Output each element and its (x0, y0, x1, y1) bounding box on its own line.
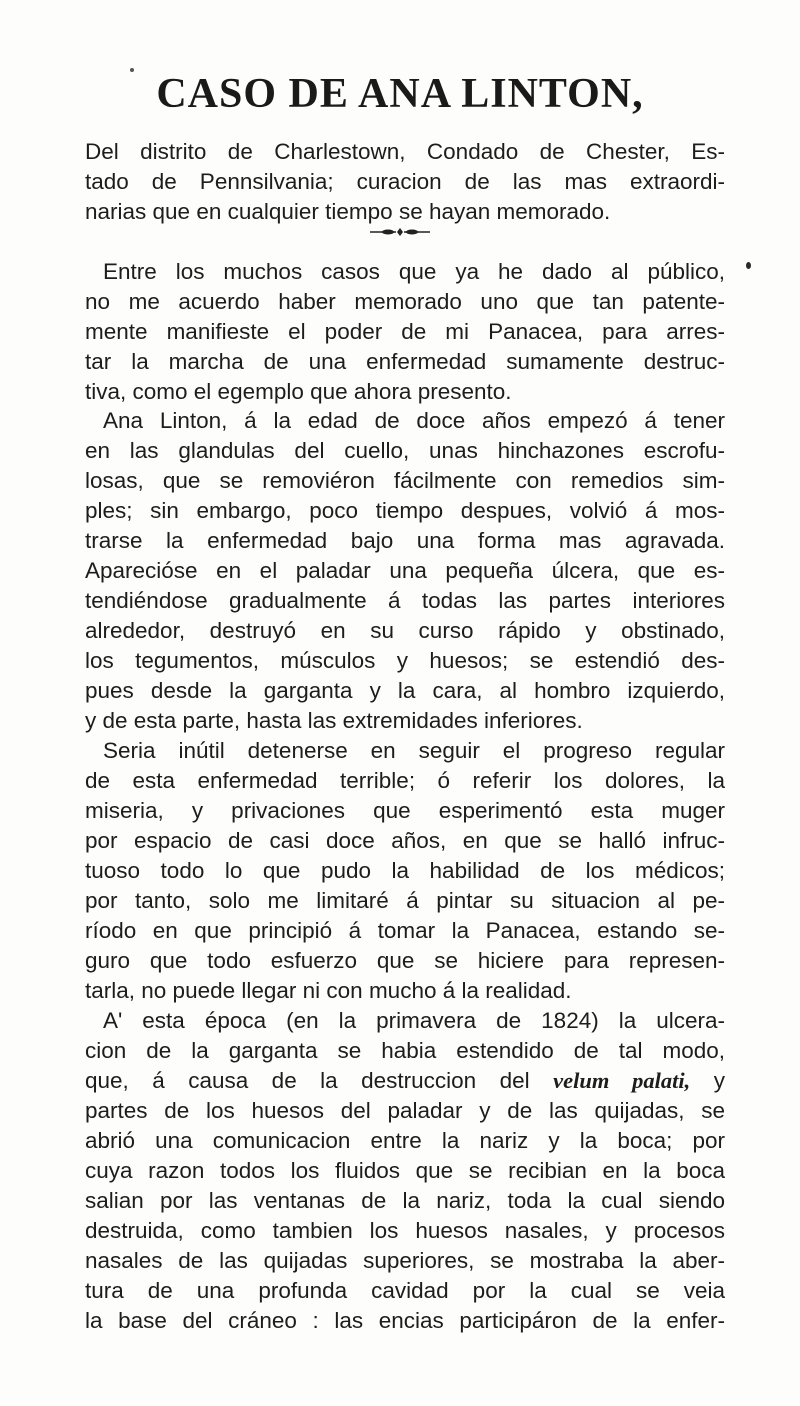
body-line: guro que todo esfuerzo que se hiciere para represen- (85, 948, 725, 973)
body-line: tendiéndose gradualmente á todas las partes interiores (85, 588, 725, 613)
body-line: cion de la garganta se habia estendido de tal modo, (85, 1038, 725, 1063)
body-line: pues desde la garganta y la cara, al hombro izquierdo, (85, 678, 725, 703)
body-line: tiva, como el egemplo que ahora presento. (85, 379, 512, 404)
body-line: de esta enfermedad terrible; ó referir los dolores, la (85, 768, 725, 793)
body-line: partes de los huesos del paladar y de las quijadas, se (85, 1098, 725, 1123)
body-line: salian por las ventanas de la nariz, toda la cual siendo (85, 1188, 725, 1213)
document-title: CASO DE ANA LINTON, (156, 71, 644, 117)
body-line: ples; sin embargo, poco tiempo despues, volvió á mos- (85, 498, 725, 523)
scan-speck (746, 262, 751, 269)
body-line: nasales de las quijadas superiores, se mostraba la aber- (85, 1248, 725, 1273)
body-line: la base del cráneo : las encias participáron de la enfer- (85, 1308, 725, 1333)
subtitle-line: Del distrito de Charlestown, Condado de Chester, Es- (85, 139, 725, 164)
body-line: destruida, como tambien los huesos nasales, y procesos (85, 1218, 725, 1243)
body-line: por espacio de casi doce años, en que se halló infruc- (85, 828, 725, 853)
body-line: Seria inútil detenerse en seguir el progreso regular (103, 738, 725, 763)
body-line: tar la marcha de una enfermedad sumamente destruc- (85, 349, 725, 374)
body-line: ríodo en que principió á tomar la Panacea, estando se- (85, 918, 725, 943)
body-text-fragment: que, á causa de la destruccion del (85, 1068, 530, 1093)
body-line: cuya razon todos los fluidos que se recibian en la boca (85, 1158, 725, 1183)
body-line: tuoso todo lo que pudo la habilidad de los médicos; (85, 858, 725, 883)
body-line: no me acuerdo haber memorado uno que tan patente- (85, 289, 725, 314)
body-line: tura de una profunda cavidad por la cual se veia (85, 1278, 725, 1303)
body-line: Entre los muchos casos que ya he dado al público, (103, 259, 725, 284)
body-text-fragment: y (713, 1068, 725, 1093)
body-line: y de esta parte, hasta las extremidades inferiores. (85, 708, 583, 733)
divider-ornament (370, 227, 430, 237)
body-line: en las glandulas del cuello, unas hinchazones escrofu- (85, 438, 725, 463)
body-line-with-italic (85, 1067, 725, 1095)
body-line: por tanto, solo me limitaré á pintar su situacion al pe- (85, 888, 725, 913)
body-line: Ana Linton, á la edad de doce años empezó á tener (103, 408, 725, 433)
latin-term: velum palati, (553, 1068, 691, 1093)
subtitle-line: tado de Pennsilvania; curacion de las mas extraordi- (85, 169, 725, 194)
body-line: Aparecióse en el paladar una pequeña úlcera, que es- (85, 558, 725, 583)
body-line: tarla, no puede llegar ni con mucho á la realidad. (85, 978, 572, 1003)
body-line: trarse la enfermedad bajo una forma mas agravada. (85, 528, 725, 553)
body-line: mente manifieste el poder de mi Panacea, para arres- (85, 319, 725, 344)
body-line: A' esta época (en la primavera de 1824) la ulcera- (103, 1008, 725, 1033)
body-line: los tegumentos, músculos y huesos; se estendió des- (85, 648, 725, 673)
body-line: abrió una comunicacion entre la nariz y la boca; por (85, 1128, 725, 1153)
body-line: losas, que se removiéron fácilmente con remedios sim- (85, 468, 725, 493)
body-line: miseria, y privaciones que esperimentó esta muger (85, 798, 725, 823)
subtitle-line: narias que en cualquier tiempo se hayan memorado. (85, 199, 611, 224)
body-line: alrededor, destruyó en su curso rápido y obstinado, (85, 618, 725, 643)
